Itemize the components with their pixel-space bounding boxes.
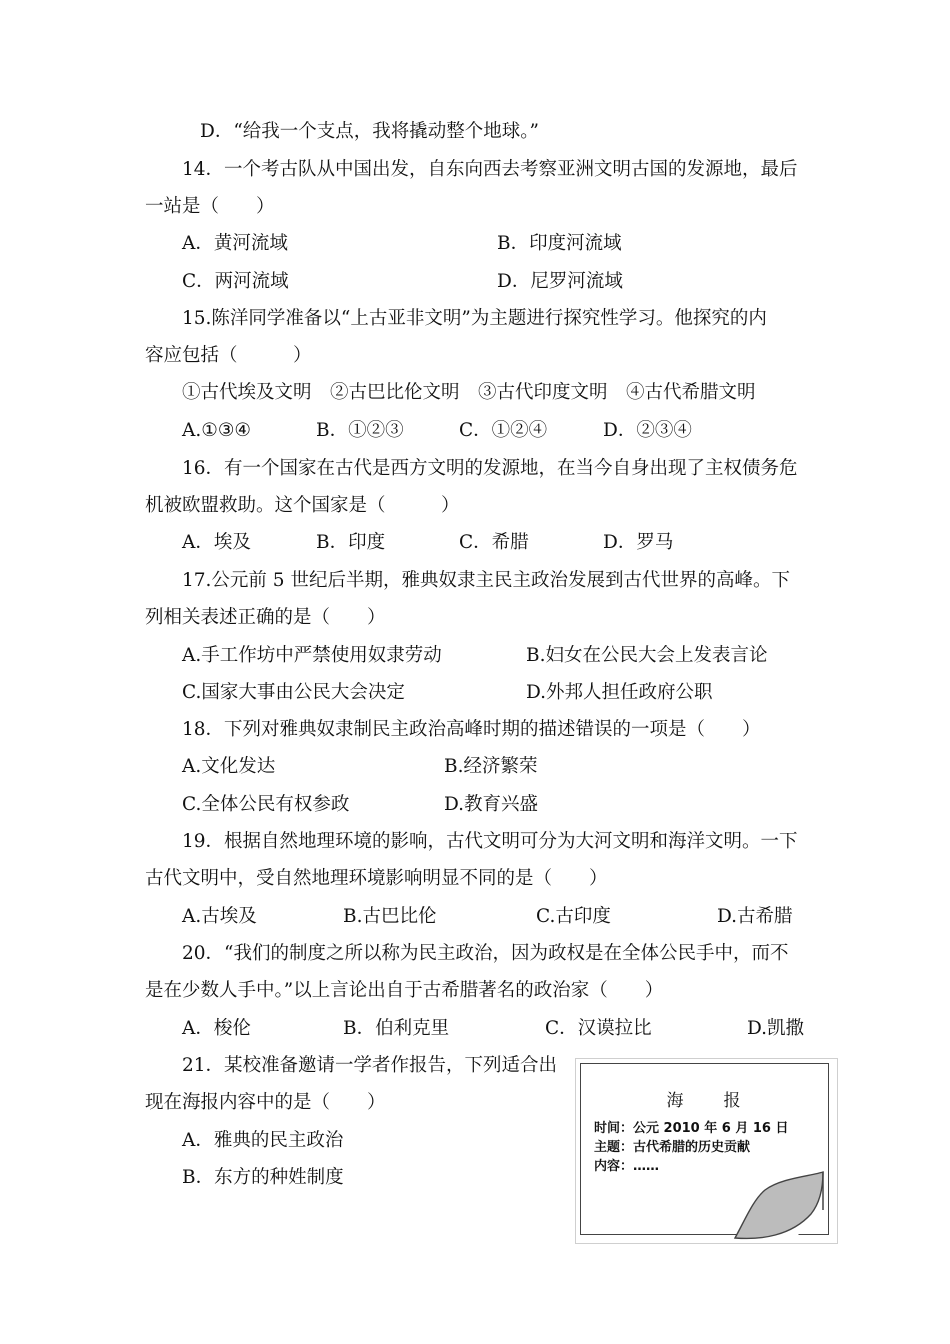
text-line: A.文化发达 <box>182 756 276 777</box>
text-line: D.凯撒 <box>747 1018 805 1039</box>
text-line: D.古希腊 <box>717 906 793 927</box>
poster-time: 时间：公元 2010 年 6 月 16 日 <box>594 1121 789 1136</box>
text-line: A.①③④ <box>182 420 251 441</box>
text-line: D．尼罗河流域 <box>497 271 623 292</box>
poster-content: 内容：…… <box>594 1159 660 1174</box>
text-line: 18．下列对雅典奴隶制民主政治高峰时期的描述错误的一项是（ ） <box>182 719 761 740</box>
text-line: C.古印度 <box>536 906 611 927</box>
text-line: C．希腊 <box>459 532 529 553</box>
text-line: A．黄河流域 <box>182 233 288 254</box>
text-line: ①古代埃及文明 ②古巴比伦文明 ③古代印度文明 ④古代希腊文明 <box>182 382 756 403</box>
text-line: 是在少数人手中。”以上言论出自于古希腊著名的政治家（ ） <box>145 980 664 1001</box>
text-line: C．两河流域 <box>182 271 289 292</box>
text-line: 一站是（ ） <box>145 196 275 217</box>
text-line: A．雅典的民主政治 <box>182 1130 344 1151</box>
text-line: D．“给我一个支点，我将撬动整个地球。” <box>200 121 539 142</box>
text-line: 20．“我们的制度之所以称为民主政治，因为政权是在全体公民手中，而不 <box>182 943 789 964</box>
text-line: B．伯利克里 <box>343 1018 450 1039</box>
text-line: B．①②③ <box>316 420 404 441</box>
text-line: B．东方的种姓制度 <box>182 1167 344 1188</box>
text-line: B.经济繁荣 <box>444 756 538 777</box>
text-line: B．印度河流域 <box>497 233 622 254</box>
poster-image <box>575 1058 838 1244</box>
text-line: C.全体公民有权参政 <box>182 794 350 815</box>
text-line: D．罗马 <box>603 532 674 553</box>
text-line: B.古巴比伦 <box>343 906 437 927</box>
text-line: 现在海报内容中的是（ ） <box>145 1092 386 1113</box>
text-line: 19．根据自然地理环境的影响，古代文明可分为大河文明和海洋文明。一下 <box>182 831 798 852</box>
text-line: 容应包括（ ） <box>145 345 312 366</box>
text-line: 列相关表述正确的是（ ） <box>145 607 386 628</box>
text-line: A.古埃及 <box>182 906 257 927</box>
text-line: A．埃及 <box>182 532 251 553</box>
text-line: 机被欧盟救助。这个国家是（ ） <box>145 495 460 516</box>
page-curl-icon <box>731 1170 827 1242</box>
text-line: 古代文明中，受自然地理环境影响明显不同的是（ ） <box>145 868 608 889</box>
text-line: D.外邦人担任政府公职 <box>526 682 713 703</box>
poster-theme: 主题：古代希腊的历史贡献 <box>594 1140 751 1155</box>
text-line: C．汉谟拉比 <box>545 1018 652 1039</box>
text-line: B.妇女在公民大会上发表言论 <box>526 645 768 666</box>
text-line: 21．某校准备邀请一学者作报告，下列适合出 <box>182 1055 558 1076</box>
text-line: A.手工作坊中严禁使用奴隶劳动 <box>182 645 442 666</box>
text-line: D.教育兴盛 <box>444 794 539 815</box>
text-line: 16．有一个国家在古代是西方文明的发源地，在当今自身出现了主权债务危 <box>182 458 798 479</box>
text-line: B．印度 <box>316 532 386 553</box>
text-line: 17.公元前 5 世纪后半期，雅典奴隶主民主政治发展到古代世界的高峰。下 <box>182 570 790 591</box>
text-line: 14．一个考古队从中国出发，自东向西去考察亚洲文明古国的发源地，最后 <box>182 159 798 180</box>
text-line: C.国家大事由公民大会决定 <box>182 682 405 703</box>
poster-title: 海 报 <box>666 1091 743 1111</box>
text-line: D．②③④ <box>603 420 692 441</box>
text-line: 15.陈洋同学准备以“上古亚非文明”为主题进行探究性学习。他探究的内 <box>182 308 767 329</box>
text-line: C．①②④ <box>459 420 548 441</box>
text-line: A．梭伦 <box>182 1018 251 1039</box>
